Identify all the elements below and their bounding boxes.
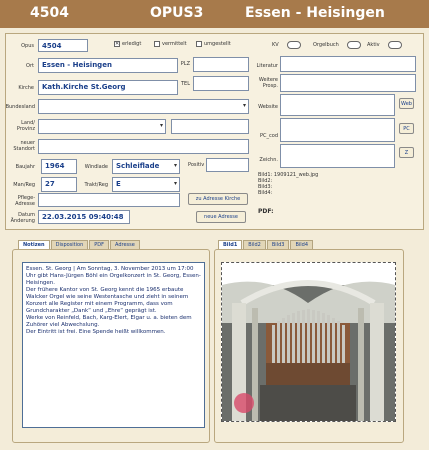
- windlade-label: Windlade: [84, 164, 108, 170]
- aktiv-check[interactable]: Aktiv: [367, 41, 402, 49]
- zeichen-label: Zeichn.: [259, 157, 278, 163]
- tab-pdf[interactable]: PDF: [89, 240, 109, 249]
- tab-bild3[interactable]: Bild3: [267, 240, 290, 249]
- note-paragraph: Essen. St. Georg | Am Sonntag, 3. November 2013 um 17:00 Uhr gibt Hans-Jürgen Böhl ein Orgelkonzert in St. Georg, Essen-Heisingen.: [26, 266, 201, 286]
- neue-adresse-button[interactable]: neue Adresse: [196, 211, 246, 223]
- pc-field[interactable]: [280, 118, 395, 142]
- app-name: OPUS3: [150, 5, 204, 21]
- neuer-standort-field[interactable]: [38, 139, 249, 154]
- bundesland-select[interactable]: [38, 99, 249, 114]
- title-bar: [0, 0, 429, 28]
- datum-label: Datum Änderung: [10, 212, 35, 224]
- tab-bild1[interactable]: Bild1: [218, 240, 242, 249]
- ort-label: Ort: [26, 63, 34, 69]
- kv-check[interactable]: KV: [272, 41, 301, 49]
- status-vermittelt[interactable]: vermittelt: [154, 41, 187, 47]
- note-paragraph: Der Eintritt ist frei. Eine Spende heißt willkommen.: [26, 329, 166, 335]
- website-label: Website: [258, 104, 278, 110]
- manual-label: Man/Reg: [13, 182, 35, 188]
- location-title: Essen - Heisingen: [245, 5, 385, 21]
- positiv-field[interactable]: [206, 158, 249, 172]
- kirche-label: Kirche: [18, 85, 34, 91]
- plz-label: PLZ: [180, 61, 190, 67]
- z-button[interactable]: Z: [399, 147, 414, 158]
- land-extra-field[interactable]: [171, 119, 249, 134]
- plz-field[interactable]: [193, 57, 249, 72]
- windlade-select[interactable]: Schleiflade ▾: [112, 159, 180, 174]
- land-label: Land/ Provinz: [16, 120, 35, 132]
- opus-label: Opus: [21, 43, 34, 49]
- left-tabs: [18, 240, 140, 249]
- tab-disposition[interactable]: Disposition: [51, 240, 89, 249]
- status-erledigt[interactable]: ✕ erledigt: [115, 41, 142, 47]
- tab-bild2[interactable]: Bild2: [243, 240, 266, 249]
- pc-label: PC_cod: [260, 133, 278, 139]
- land-select[interactable]: [38, 119, 166, 134]
- pflege-field[interactable]: [38, 193, 180, 207]
- neuer-standort-label: neuer Standort: [13, 140, 35, 152]
- positiv-label: Positiv: [188, 162, 205, 168]
- tel-field[interactable]: [193, 76, 249, 91]
- note-paragraph: Werke von Reinfeld, Bach, Karg-Elert, Elgar u. a. bieten dem Zuhörer viel Abwechslung.: [26, 315, 192, 328]
- organ-photo-frame: [221, 262, 396, 422]
- web-button[interactable]: Web: [399, 98, 414, 109]
- baujahr-label: Baujahr: [15, 164, 35, 170]
- status-umgestellt[interactable]: umgestellt: [196, 41, 231, 47]
- organ-photo: [222, 263, 395, 421]
- right-tabs: [218, 240, 313, 249]
- check-icon[interactable]: ✕: [115, 41, 120, 47]
- notes-textarea[interactable]: [22, 262, 205, 428]
- bild4-row: Bild4:: [258, 190, 273, 196]
- zu-adresse-kirche-button[interactable]: zu Adresse Kirche: [188, 193, 248, 205]
- datum-field[interactable]: 22.03.2015 09:40:48: [38, 210, 130, 224]
- kirche-field[interactable]: Kath.Kirche St.Georg: [38, 80, 178, 95]
- baujahr-field[interactable]: 1964: [41, 159, 77, 174]
- tel-label: TEL: [181, 81, 190, 87]
- weitere-field[interactable]: [280, 74, 416, 92]
- bilder-list: [258, 172, 318, 196]
- literatur-label: Literatur: [256, 63, 278, 69]
- website-field[interactable]: [280, 94, 395, 116]
- opus-field[interactable]: 4504: [38, 39, 88, 52]
- bundesland-label: Bundesland: [5, 104, 35, 110]
- tab-notizen[interactable]: Notizen: [18, 240, 50, 249]
- traktur-select[interactable]: E ▾: [112, 177, 180, 192]
- tab-bild4[interactable]: Bild4: [290, 240, 313, 249]
- orgelbuch-check[interactable]: Orgelbuch: [313, 41, 361, 49]
- bild2-row: Bild2:: [258, 178, 273, 184]
- bild3-row: Bild3:: [258, 184, 273, 190]
- pflege-label: Pflege-Adresse: [15, 195, 35, 207]
- traktur-label: Trakt/Reg: [84, 182, 108, 188]
- pdf-label: PDF:: [258, 208, 274, 215]
- ort-field[interactable]: Essen - Heisingen: [38, 58, 178, 73]
- tab-adresse[interactable]: Adresse: [110, 240, 140, 249]
- record-id: 4504: [30, 5, 69, 21]
- literatur-field[interactable]: [280, 56, 416, 72]
- bild1-row: Bild1: 1909121_web.jpg: [258, 172, 319, 178]
- zeichen-field[interactable]: [280, 144, 395, 168]
- weitere-label: Weitere Prosp.: [258, 77, 278, 89]
- manual-field[interactable]: 27: [41, 177, 77, 192]
- pc-button[interactable]: PC: [399, 123, 414, 134]
- note-paragraph: Der frühere Kantor von St. Georg kennt die 1965 erbaute Walcker Orgel wie seine Westentasche und zieht in seinem Konzert alle Register mit einem Programm, dass vom Grundcharakter „Dank“ und „Ehre“ geprägt ist.: [26, 287, 189, 314]
